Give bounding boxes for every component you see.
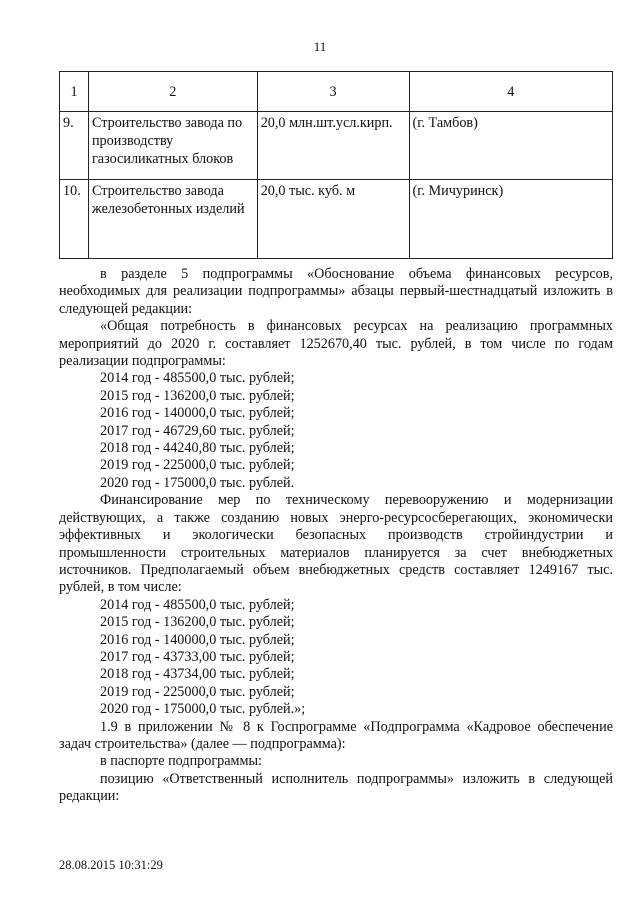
year-line: 2020 год - 175000,0 тыс. рублей. <box>100 474 295 491</box>
footer-timestamp: 28.08.2015 10:31:29 <box>59 858 163 872</box>
project-name: Строительство завода железобетонных изделий <box>88 180 257 259</box>
table-header-cell: 2 <box>88 72 257 112</box>
row-number: 9. <box>60 112 89 180</box>
document-body <box>59 266 613 806</box>
page-number: 11 <box>313 39 327 54</box>
paragraph: в паспорте подпрограммы: <box>100 753 262 770</box>
year-line: 2018 год - 43734,00 тыс. рублей; <box>100 666 295 683</box>
year-line: 2017 год - 46729,60 тыс. рублей; <box>100 422 295 439</box>
year-line: 2018 год - 44240,80 тыс. рублей; <box>100 440 295 457</box>
table-header-cell: 3 <box>257 72 409 112</box>
table-header-cell: 4 <box>409 72 613 112</box>
table-header-cell: 1 <box>60 72 89 112</box>
table-row <box>60 180 613 259</box>
year-line: 2015 год - 136200,0 тыс. рублей; <box>100 614 295 631</box>
paragraph: в разделе 5 подпрограммы «Обоснование объема финансовых ресурсов, необходимых для реализации подпрограммы» абзацы первый-шестнадцатый изложить в следующей редакции: <box>59 266 613 317</box>
project-location: (г. Мичуринск) <box>409 180 613 259</box>
paragraph: позицию «Ответственный исполнитель подпрограммы» изложить в следующей редакции: <box>59 770 613 805</box>
year-line: 2016 год - 140000,0 тыс. рублей; <box>100 631 295 648</box>
year-line: 2020 год - 175000,0 тыс. рублей.»; <box>100 701 306 718</box>
capacity-table <box>59 71 613 259</box>
paragraph: 1.9 в приложении № 8 к Госпрограмме «Подпрограмма «Кадровое обеспечение задач строительства» (далее — подпрограмма): <box>59 718 613 752</box>
year-line: 2019 год - 225000,0 тыс. рублей; <box>100 457 295 474</box>
year-line: 2017 год - 43733,00 тыс. рублей; <box>100 648 295 665</box>
project-location: (г. Тамбов) <box>409 112 613 180</box>
project-capacity: 20,0 тыс. куб. м <box>257 180 409 259</box>
year-line: 2019 год - 225000,0 тыс. рублей; <box>100 683 295 700</box>
year-line: 2016 год - 140000,0 тыс. рублей; <box>100 405 295 422</box>
year-line: 2014 год - 485500,0 тыс. рублей; <box>100 596 295 613</box>
project-capacity: 20,0 млн.шт.усл.кирп. <box>257 112 409 180</box>
paragraph: «Общая потребность в финансовых ресурсах на реализацию программных мероприятий до 2020 г. составляет 1252670,40 тыс. рублей, в том числе по годам реализации подпрограммы: <box>59 318 613 370</box>
year-line: 2015 год - 136200,0 тыс. рублей; <box>100 387 295 404</box>
table-header-row <box>60 72 613 112</box>
project-name: Строительство завода по производству газосиликатных блоков <box>88 112 257 180</box>
row-number: 10. <box>60 180 89 259</box>
year-line: 2014 год - 485500,0 тыс. рублей; <box>100 370 295 387</box>
table-row <box>60 112 613 180</box>
paragraph: Финансирование мер по техническому перевооружению и модернизации действующих, а также созданию новых энерго-ресурсосберегающих, экономически эффективных и экологически безопасных производств стройиндустрии и промышленности строительных материалов планируется за счет внебюджетных источников. Предполагаемый объем внебюджетных средств составляет 1249167 тыс. рублей, в том числе: <box>59 492 613 596</box>
